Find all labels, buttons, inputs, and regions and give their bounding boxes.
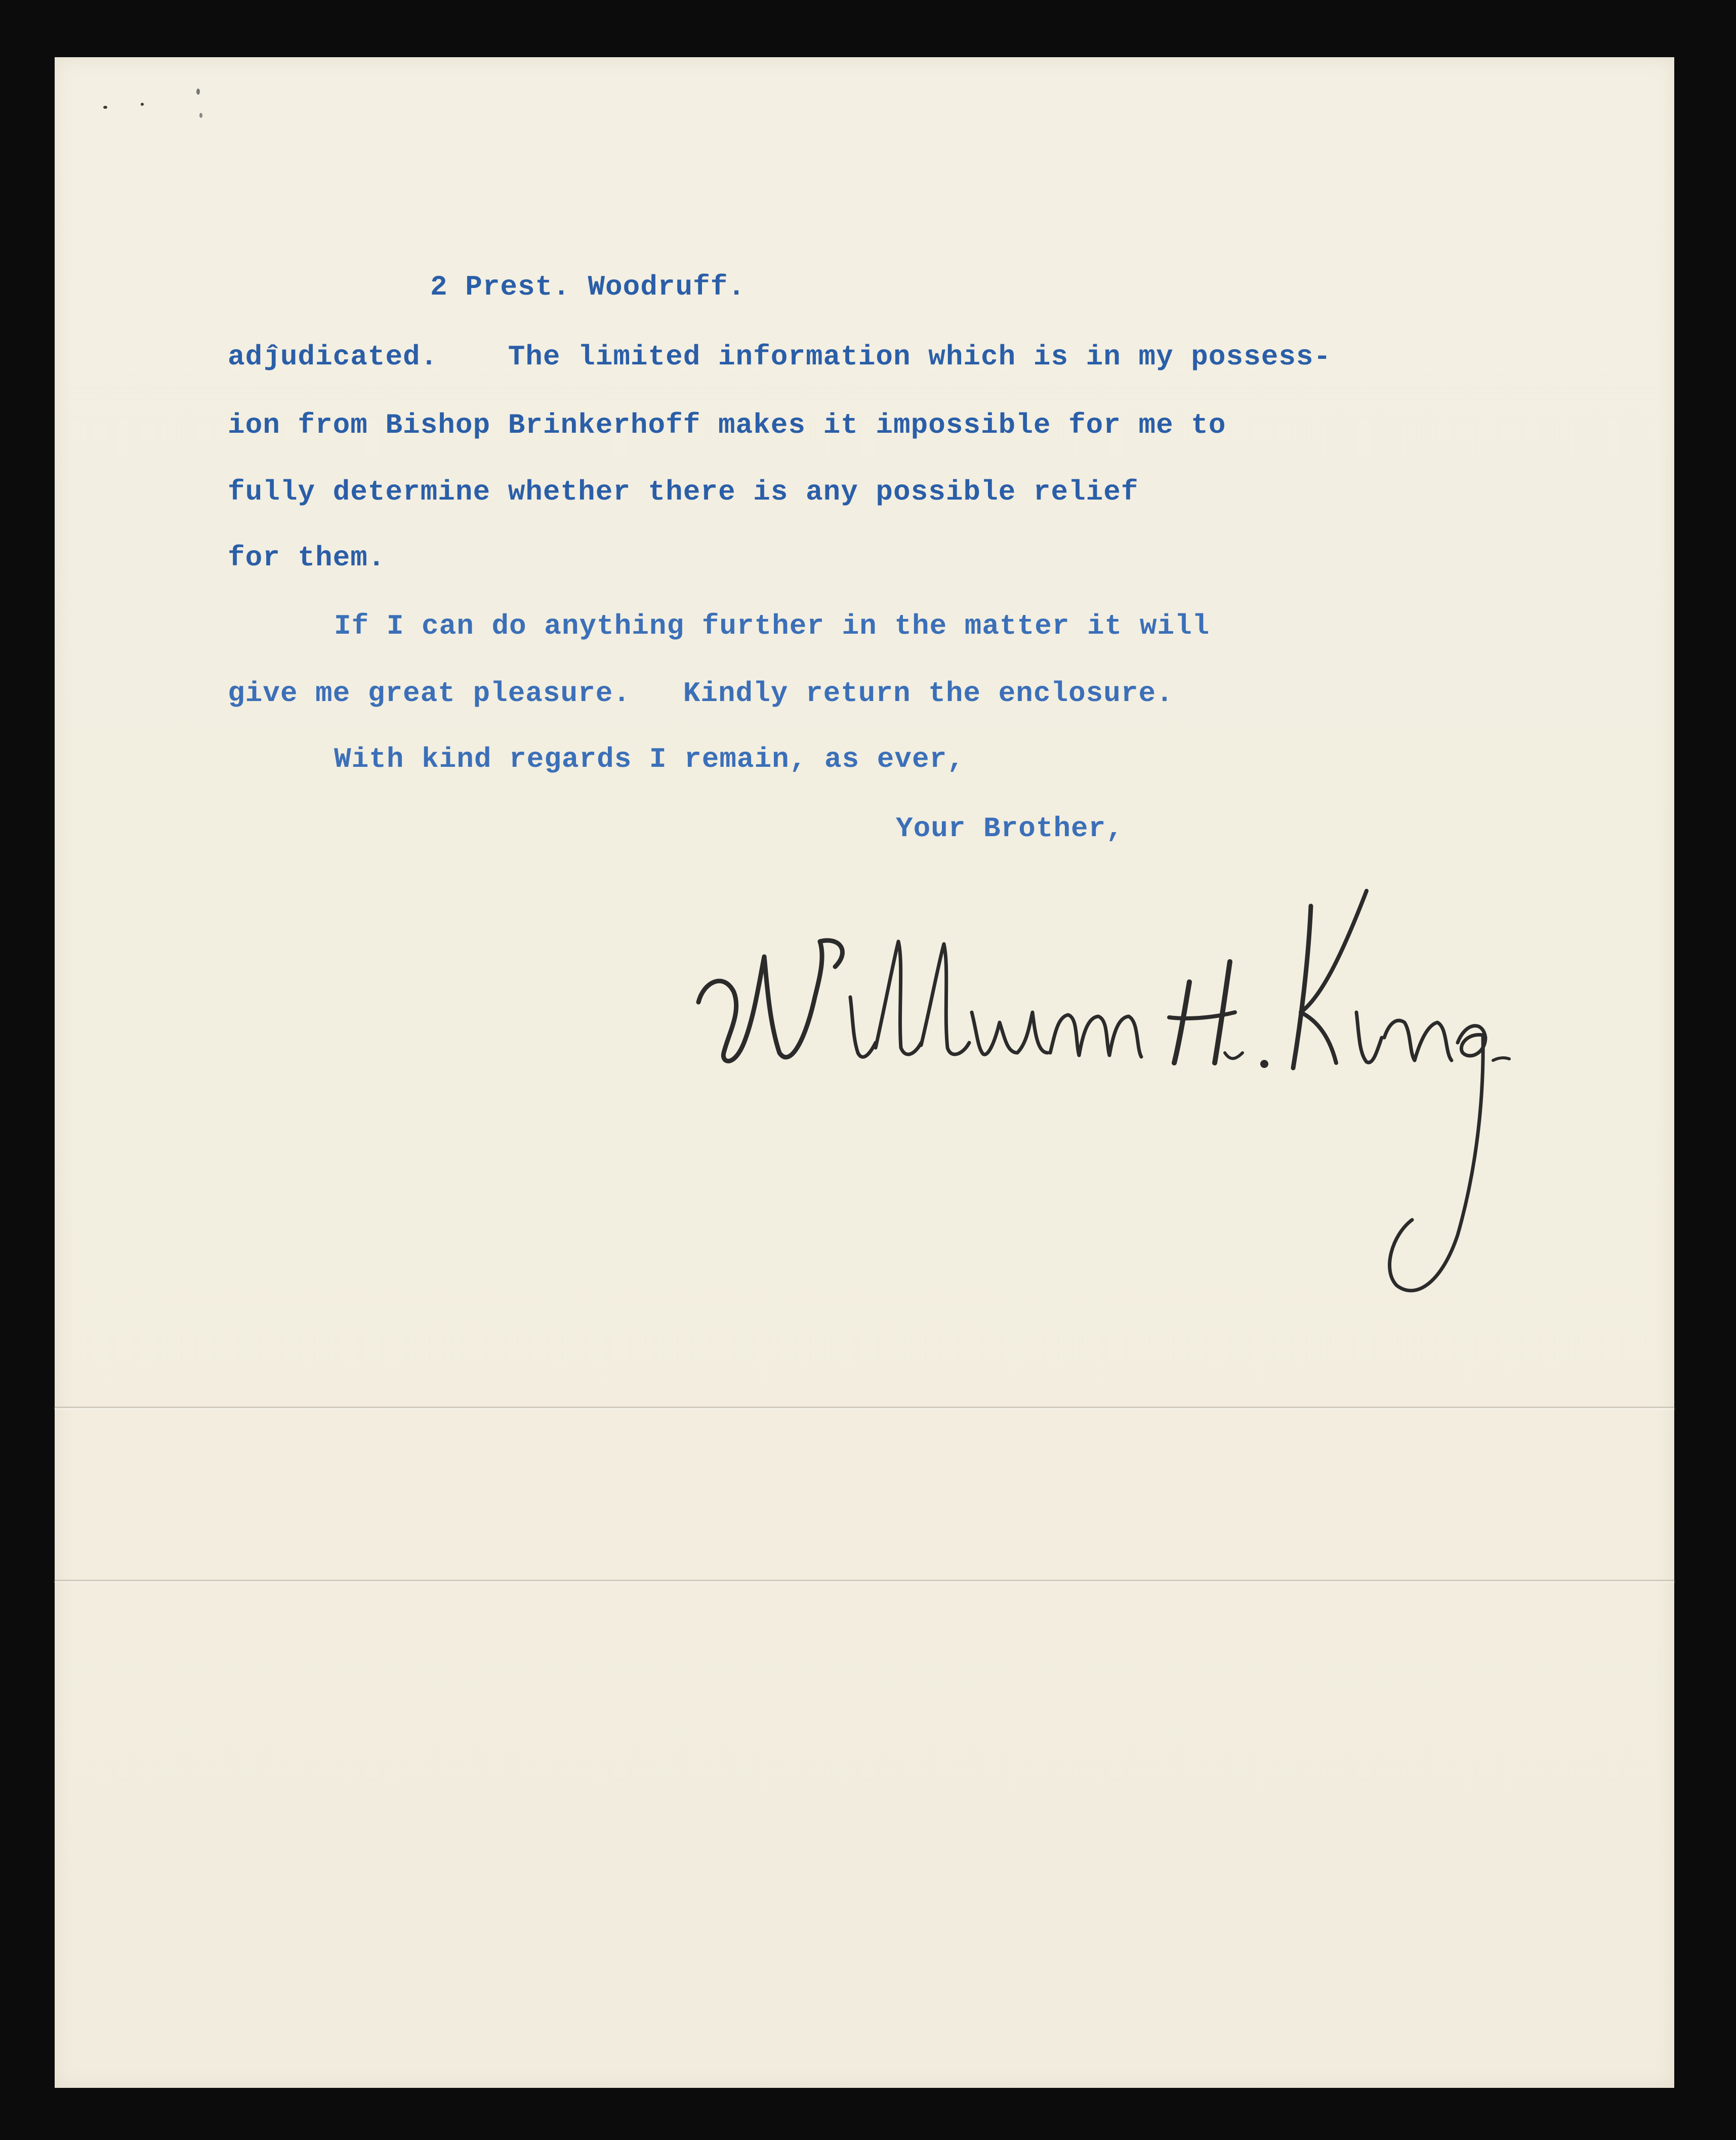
- body-line: give me great pleasure. Kindly return the enclosure.: [228, 677, 1174, 710]
- handwritten-signature: [668, 830, 1589, 1326]
- paper-speck: [141, 103, 144, 106]
- body-line: ion from Bishop Brinkerhoff makes it impossible for me to: [228, 409, 1226, 441]
- paper-speck: [199, 113, 202, 118]
- body-line: adĵudicated. The limited information which is in my possess-: [228, 341, 1332, 373]
- body-line: With kind regards I remain, as ever,: [334, 743, 965, 775]
- body-line: fully determine whether there is any possible relief: [228, 476, 1139, 508]
- paper-fold-line: [55, 1407, 1674, 1408]
- paper-speck: [103, 106, 107, 109]
- body-line: If I can do anything further in the matter it will: [334, 610, 1210, 642]
- closing-salutation: Your Brother,: [896, 812, 1124, 845]
- page-header: 2 Prest. Woodruff.: [430, 271, 746, 303]
- paper-speck: [196, 89, 200, 95]
- body-line: for them.: [228, 542, 386, 574]
- paper-fold-line: [55, 1580, 1674, 1581]
